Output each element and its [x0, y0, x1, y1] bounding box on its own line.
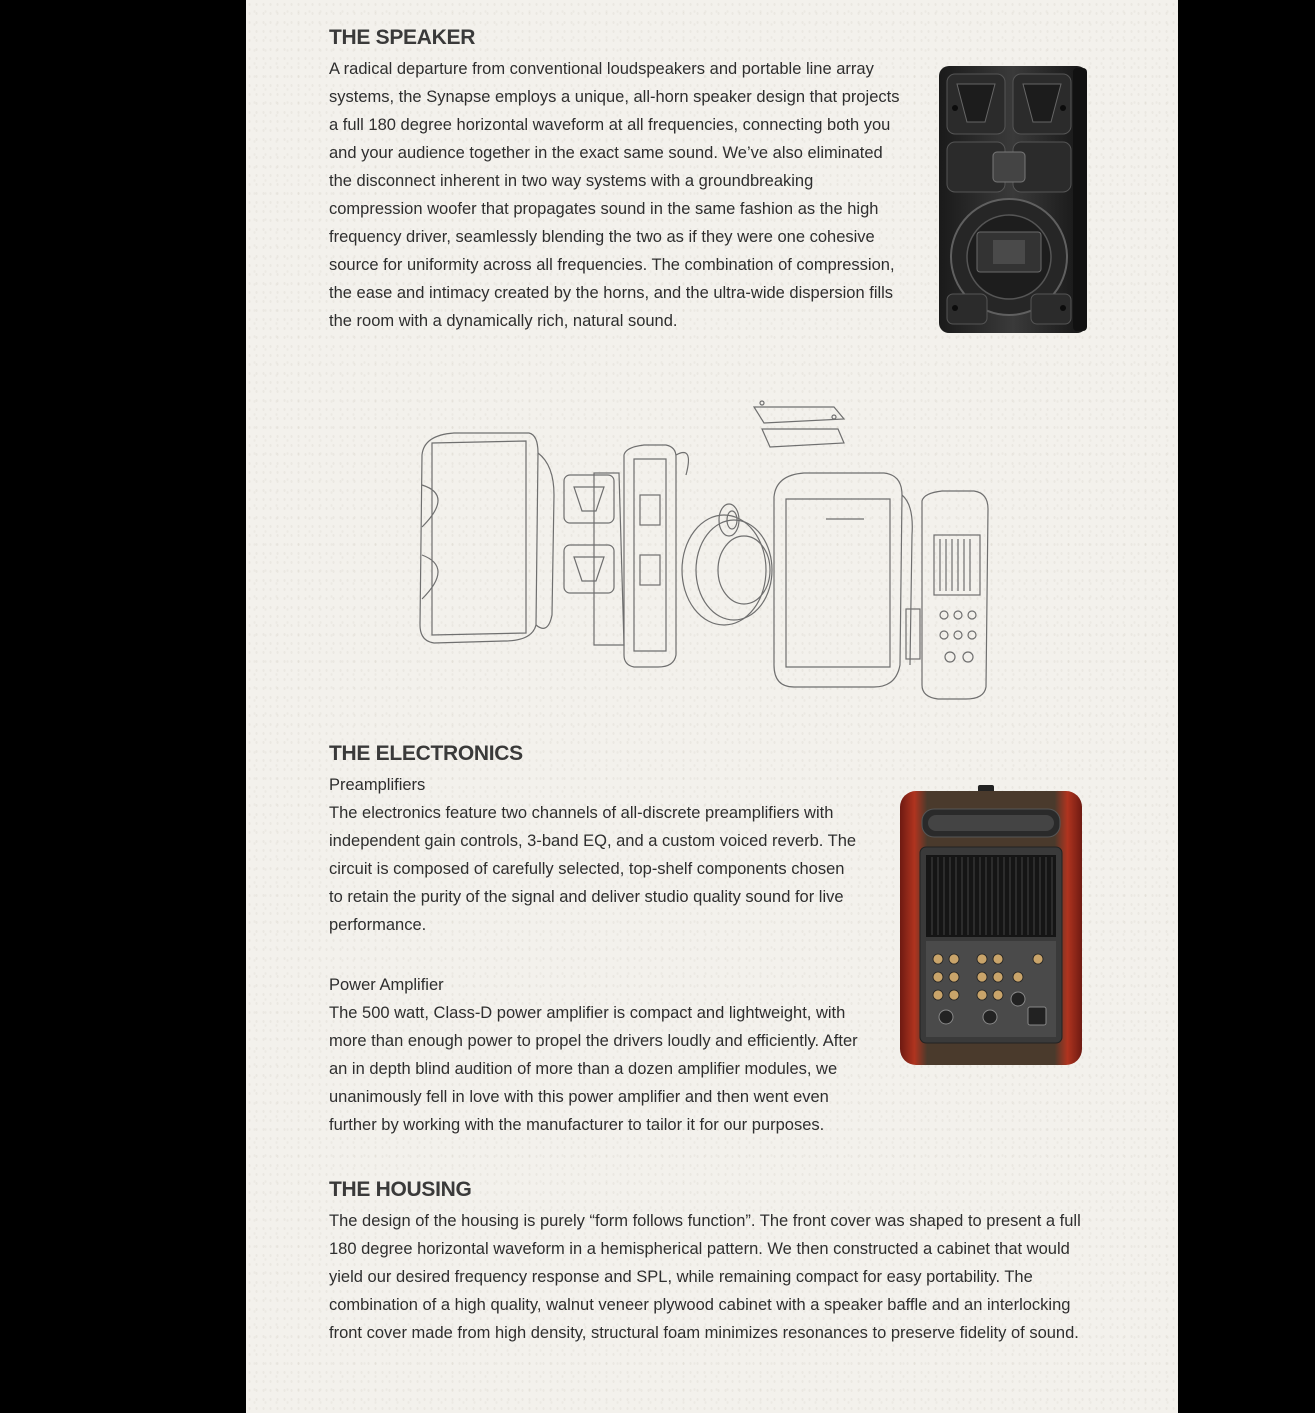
power-amplifier-title: Power Amplifier — [329, 976, 444, 994]
preamplifiers-title: Preamplifiers — [329, 776, 426, 794]
housing-section — [329, 1177, 1094, 1347]
power-amplifier-description: The 500 watt, Class-D power amplifier is compact and lightweight, with more than enough power to propel the drivers loudly and efficiently. After an in depth blind audition of more than a dozen amplifier modules, we unanimously fell in love with this power amplifier and then went even further by working with the manufacturer to tailor it for our purposes. — [329, 1004, 858, 1134]
housing-heading: THE HOUSING — [329, 1178, 472, 1201]
speaker-description: A radical departure from conventional loudspeakers and portable line array systems, the Synapse employs a unique, all-horn speaker design that projects a full 180 degree horizontal waveform at all frequencies, connecting both you and your audience together in the exact same sound. We’ve also eliminated the disconnect inherent in two way systems with a groundbreaking compression woofer that propagates sound in the same fashion as the high frequency driver, seamlessly blending the two as if they were one cohesive source for uniformity across all frequencies. The combination of compression, the ease and intimacy created by the horns, and the ultra-wide dispersion fills the room with a dynamically rich, natural sound. — [329, 60, 900, 330]
preamplifiers-description: The electronics feature two channels of all-discrete preamplifiers with independent gain controls, 3-band EQ, and a custom voiced reverb. The circuit is composed of carefully selected, top-shelf components chosen to retain the purity of the signal and deliver studio quality sound for live performance. — [329, 804, 857, 934]
electronics-heading: THE ELECTRONICS — [329, 742, 523, 765]
electronics-section — [329, 741, 859, 1139]
speaker-heading: THE SPEAKER — [329, 26, 476, 49]
rear-panel-image — [898, 785, 1084, 1067]
paragraph-spacer — [329, 939, 859, 967]
exploded-view-diagram — [414, 395, 999, 705]
speaker-section — [329, 25, 909, 335]
housing-description: The design of the housing is purely “form follows function”. The front cover was shaped to present a full 180 degree horizontal waveform in a hemispherical pattern. We then constructed a cabinet that would yield our desired frequency response and SPL, while remaining compact for easy portability. The combination of a high quality, walnut veneer plywood cabinet with a speaker baffle and an interlocking front cover made from high density, structural foam minimizes resonances to preserve fidelity of sound. — [329, 1212, 1081, 1342]
content-page — [246, 0, 1178, 1413]
speaker-driver-image — [933, 62, 1093, 337]
